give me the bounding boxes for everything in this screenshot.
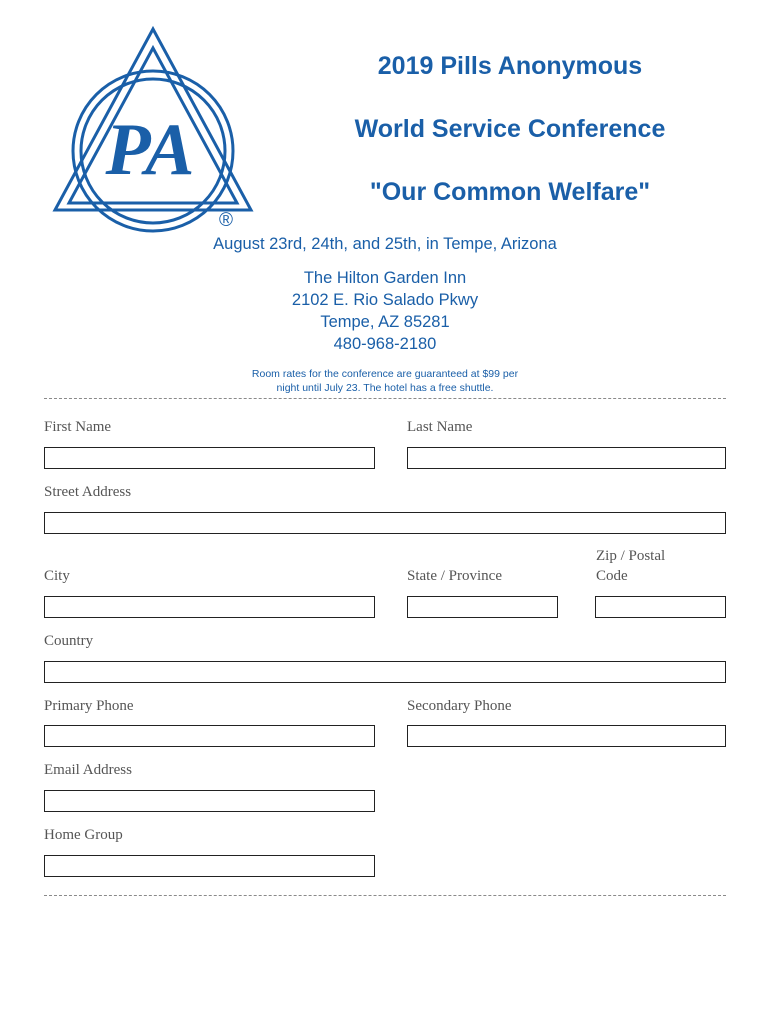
room-rate-note-line-2: night until July 23. The hotel has a free shuttle. xyxy=(276,382,494,394)
city-label: City xyxy=(44,568,70,584)
home-group-label: Home Group xyxy=(44,827,123,843)
pills-anonymous-logo xyxy=(50,26,256,236)
first-name-field[interactable] xyxy=(44,447,375,469)
zip-field[interactable] xyxy=(595,596,726,618)
room-rate-note-line-1: Room rates for the conference are guaranteed at $99 per xyxy=(251,368,519,380)
primary-phone-label: Primary Phone xyxy=(44,698,134,714)
venue-street: 2102 E. Rio Salado Pkwy xyxy=(291,291,479,309)
primary-phone-field[interactable] xyxy=(44,725,375,747)
country-label: Country xyxy=(44,633,94,649)
title-line-2: World Service Conference xyxy=(354,115,666,143)
registered-trademark: ® xyxy=(219,210,233,231)
home-group-field[interactable] xyxy=(44,855,375,877)
title-line-1: 2019 Pills Anonymous xyxy=(377,52,643,80)
last-name-field[interactable] xyxy=(407,447,726,469)
secondary-phone-field[interactable] xyxy=(407,725,726,747)
room-rate-note xyxy=(235,367,535,395)
zip-label-line-2: Code xyxy=(596,568,628,584)
last-name-label: Last Name xyxy=(407,419,473,435)
secondary-phone-label: Secondary Phone xyxy=(407,698,512,714)
country-field[interactable] xyxy=(44,661,726,683)
email-label: Email Address xyxy=(44,762,132,778)
state-field[interactable] xyxy=(407,596,558,618)
venue-city: Tempe, AZ 85281 xyxy=(320,313,450,331)
street-address-label: Street Address xyxy=(44,484,132,500)
logo-letters: PA xyxy=(105,109,195,191)
bottom-divider xyxy=(44,895,726,896)
city-field[interactable] xyxy=(44,596,375,618)
venue-phone: 480-968-2180 xyxy=(333,335,437,353)
venue-name: The Hilton Garden Inn xyxy=(303,269,467,287)
street-address-field[interactable] xyxy=(44,512,726,534)
state-label: State / Province xyxy=(407,568,502,584)
first-name-label: First Name xyxy=(44,419,112,435)
title-line-3: "Our Common Welfare" xyxy=(369,178,651,206)
event-dates: August 23rd, 24th, and 25th, in Tempe, Arizona xyxy=(213,235,557,253)
top-divider xyxy=(44,398,726,399)
zip-label-line-1: Zip / Postal xyxy=(596,548,666,564)
email-field[interactable] xyxy=(44,790,375,812)
